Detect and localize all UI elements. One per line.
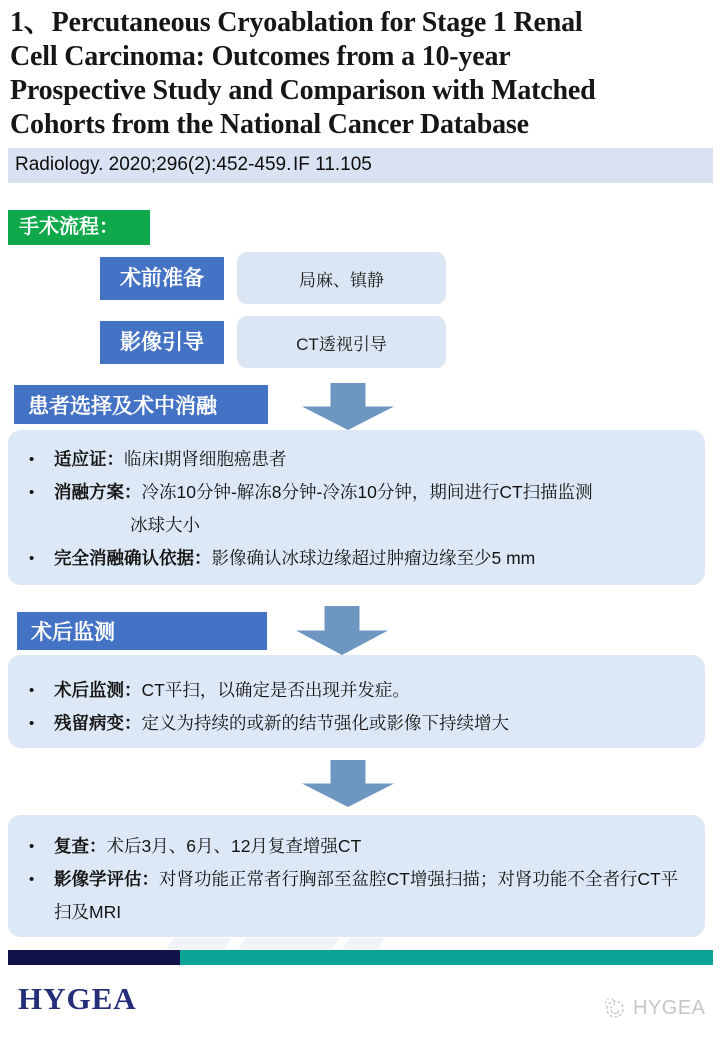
- title-line: Prospective Study and Comparison with Matched: [10, 75, 596, 106]
- globe-icon: [602, 996, 626, 1020]
- bullet-label: 适应证：: [54, 449, 124, 469]
- bullet-text: 定义为持续的或新的结节强化或影像下持续增大: [141, 713, 509, 733]
- footer-bar-navy: [8, 950, 180, 965]
- bullet-list: [8, 430, 705, 575]
- step-value-preparation: 局麻、镇静: [237, 252, 446, 304]
- down-arrow-icon: [302, 760, 394, 807]
- citation-journal: Radiology. 2020;296(2):452-459.: [15, 154, 292, 175]
- citation-bar: [8, 148, 713, 183]
- bullet-text: CT平扫，以确定是否出现并发症。: [141, 680, 410, 700]
- bullet-item: [20, 707, 685, 740]
- bullet-label: 残留病变：: [54, 713, 142, 733]
- section-label-procedure: 手术流程：: [8, 210, 150, 245]
- content-box-stage1: [8, 430, 705, 585]
- content-box-followup: [8, 815, 705, 937]
- down-arrow-icon: [302, 383, 394, 430]
- bullet-item: [20, 476, 685, 542]
- bullet-text: 影像确认冰球边缘超过肿瘤边缘至少5 mm: [211, 548, 536, 568]
- bullet-text: 临床I期肾细胞癌患者: [124, 449, 287, 469]
- bullet-item: [20, 830, 685, 863]
- title-line: Cell Carcinoma: Outcomes from a 10-year: [10, 41, 511, 72]
- bullet-list: [8, 655, 705, 740]
- bullet-text: 术后3月、6月、12月复查增强CT: [106, 836, 362, 856]
- hygea-logo: HYGEA: [18, 981, 137, 1016]
- bullet-label: 影像学评估：: [54, 869, 159, 889]
- bullet-text: 对肾功能正常者行胸部至盆腔CT增强扫描；对肾功能不全者行CT平扫及MRI: [54, 869, 679, 922]
- bullet-list: [8, 815, 705, 929]
- stage-header-postop-monitoring: 术后监测: [17, 612, 267, 650]
- bullet-label: 消融方案：: [54, 482, 142, 502]
- bullet-item: [20, 443, 685, 476]
- bullet-item: [20, 674, 685, 707]
- content-box-stage2: [8, 655, 705, 748]
- footer-bar-teal: [180, 950, 713, 965]
- bullet-text: 冷冻10分钟-解冻8分钟-冷冻10分钟，期间进行CT扫描监测: [141, 482, 593, 502]
- down-arrow-icon: [296, 606, 388, 655]
- step-label-preparation: 术前准备: [100, 257, 224, 300]
- impact-factor: IF 11.105: [293, 154, 372, 175]
- stage-header-patient-selection: 患者选择及术中消融: [14, 385, 268, 424]
- watermark-text: HYGEA: [633, 996, 706, 1019]
- bullet-item: [20, 542, 685, 575]
- bullet-item: [20, 863, 685, 929]
- title-line: 1、Percutaneous Cryoablation for Stage 1 Renal: [10, 7, 583, 38]
- bullet-label: 完全消融确认依据：: [54, 548, 212, 568]
- step-value-imaging: CT透视引导: [237, 316, 446, 368]
- bullet-continuation: 冰球大小: [130, 515, 200, 535]
- watermark: [602, 996, 706, 1020]
- bullet-label: 复查：: [54, 836, 107, 856]
- step-label-imaging: 影像引导: [100, 321, 224, 364]
- title-line: Cohorts from the National Cancer Database: [10, 109, 529, 140]
- bullet-label: 术后监测：: [54, 680, 142, 700]
- ghost-watermark-shapes: [150, 938, 370, 950]
- page-title: [10, 6, 714, 142]
